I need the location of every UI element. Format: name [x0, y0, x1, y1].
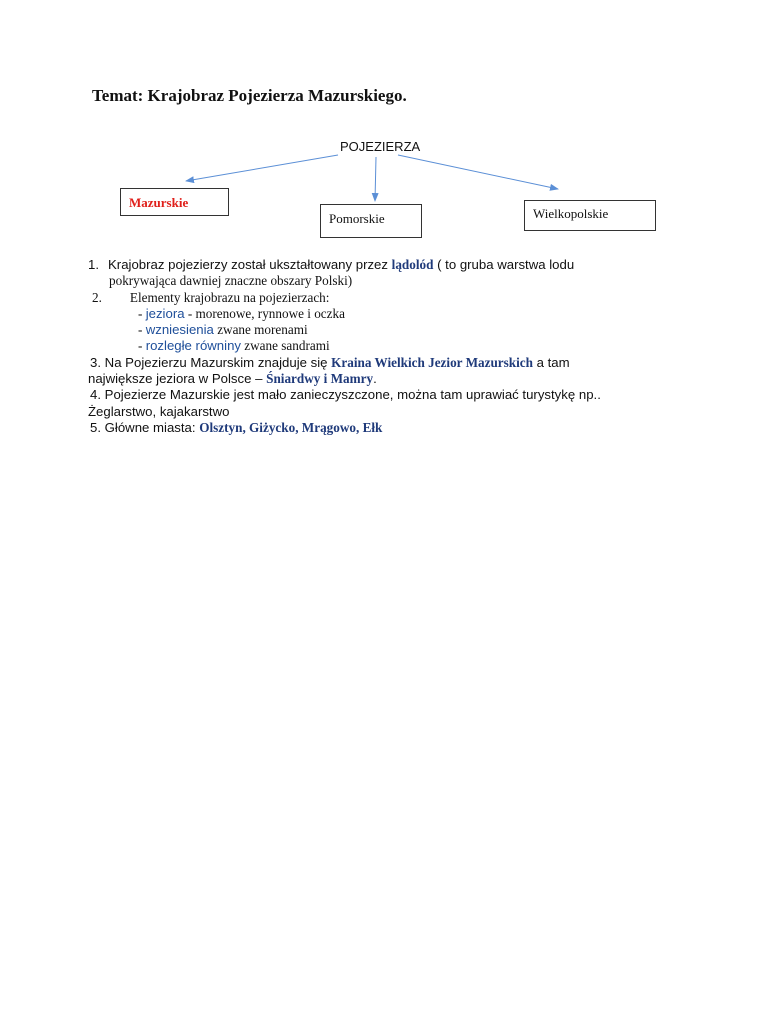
arrow-to-wielkopolskie [398, 155, 558, 189]
item-text: ( to gruba warstwa lodu [433, 257, 575, 272]
keyword-kraina: Kraina Wielkich Jezior Mazurskich [331, 354, 533, 370]
item-text: Krajobraz pojezierzy został ukształtowany przez [108, 257, 392, 272]
keyword-sniardwy-mamry: Śniardwy i Mamry [266, 371, 374, 387]
item-number: 2. [92, 289, 102, 305]
item-text: a tam [532, 354, 570, 370]
term-desc: - morenowe, rynnowe i oczka [184, 305, 345, 321]
dash: - [138, 322, 146, 338]
list-item-1 [88, 257, 688, 273]
item-text: pokrywająca dawniej znaczne obszary Polski) [109, 273, 353, 289]
term-desc: zwane sandrami [241, 338, 330, 354]
term-desc: zwane morenami [213, 322, 308, 338]
list-item-1-continued [88, 273, 688, 289]
subitem-wzniesienia [88, 322, 688, 338]
arrow-to-mazurskie [186, 155, 338, 181]
item-text: Główne miasta: [101, 419, 200, 435]
arrow-to-pomorskie [375, 157, 376, 201]
page-title: Temat: Krajobraz Pojezierza Mazurskiego. [92, 86, 407, 105]
item-text: . [373, 371, 377, 387]
term-rowniny: rozległe równiny [145, 338, 241, 354]
list-item-2 [88, 290, 688, 306]
item-text: Na Pojezierzu Mazurskim znajduje się [101, 354, 332, 370]
dash: - [138, 338, 146, 354]
item-heading: Elementy krajobrazu na pojezierzach: [129, 289, 330, 305]
subitem-jeziora [88, 306, 688, 322]
subitem-rowniny [88, 338, 688, 354]
list-item-3 [88, 355, 688, 371]
list-item-4-continued [88, 404, 688, 420]
item-number: 5. [90, 419, 101, 435]
box-wielkopolskie: Wielkopolskie [524, 200, 656, 231]
notes-list [88, 257, 688, 436]
item-text: Pojezierze Mazurskie jest mało zanieczyszczone, można tam uprawiać turystykę np.. [101, 387, 601, 403]
item-text: największe jeziora w Polsce – [88, 371, 267, 387]
diagram-root-label: POJEZIERZA [340, 139, 421, 154]
box-mazurskie: Mazurskie [120, 188, 229, 216]
dash: - [138, 305, 146, 321]
list-item-5 [88, 420, 688, 436]
item-number: 1. [88, 257, 99, 272]
list-item-3-continued [88, 371, 688, 387]
keyword-ladolod: lądolód [391, 257, 434, 272]
term-jeziora: jeziora [145, 305, 185, 321]
keyword-miasta: Olsztyn, Giżycko, Mrągowo, Ełk [199, 419, 383, 435]
term-wzniesienia: wzniesienia [145, 322, 214, 338]
item-number: 3. [90, 354, 101, 370]
item-number: 4. [90, 387, 101, 403]
list-item-4 [88, 387, 688, 403]
box-pomorskie: Pomorskie [320, 204, 422, 238]
item-text: Żeglarstwo, kajakarstwo [88, 403, 230, 419]
